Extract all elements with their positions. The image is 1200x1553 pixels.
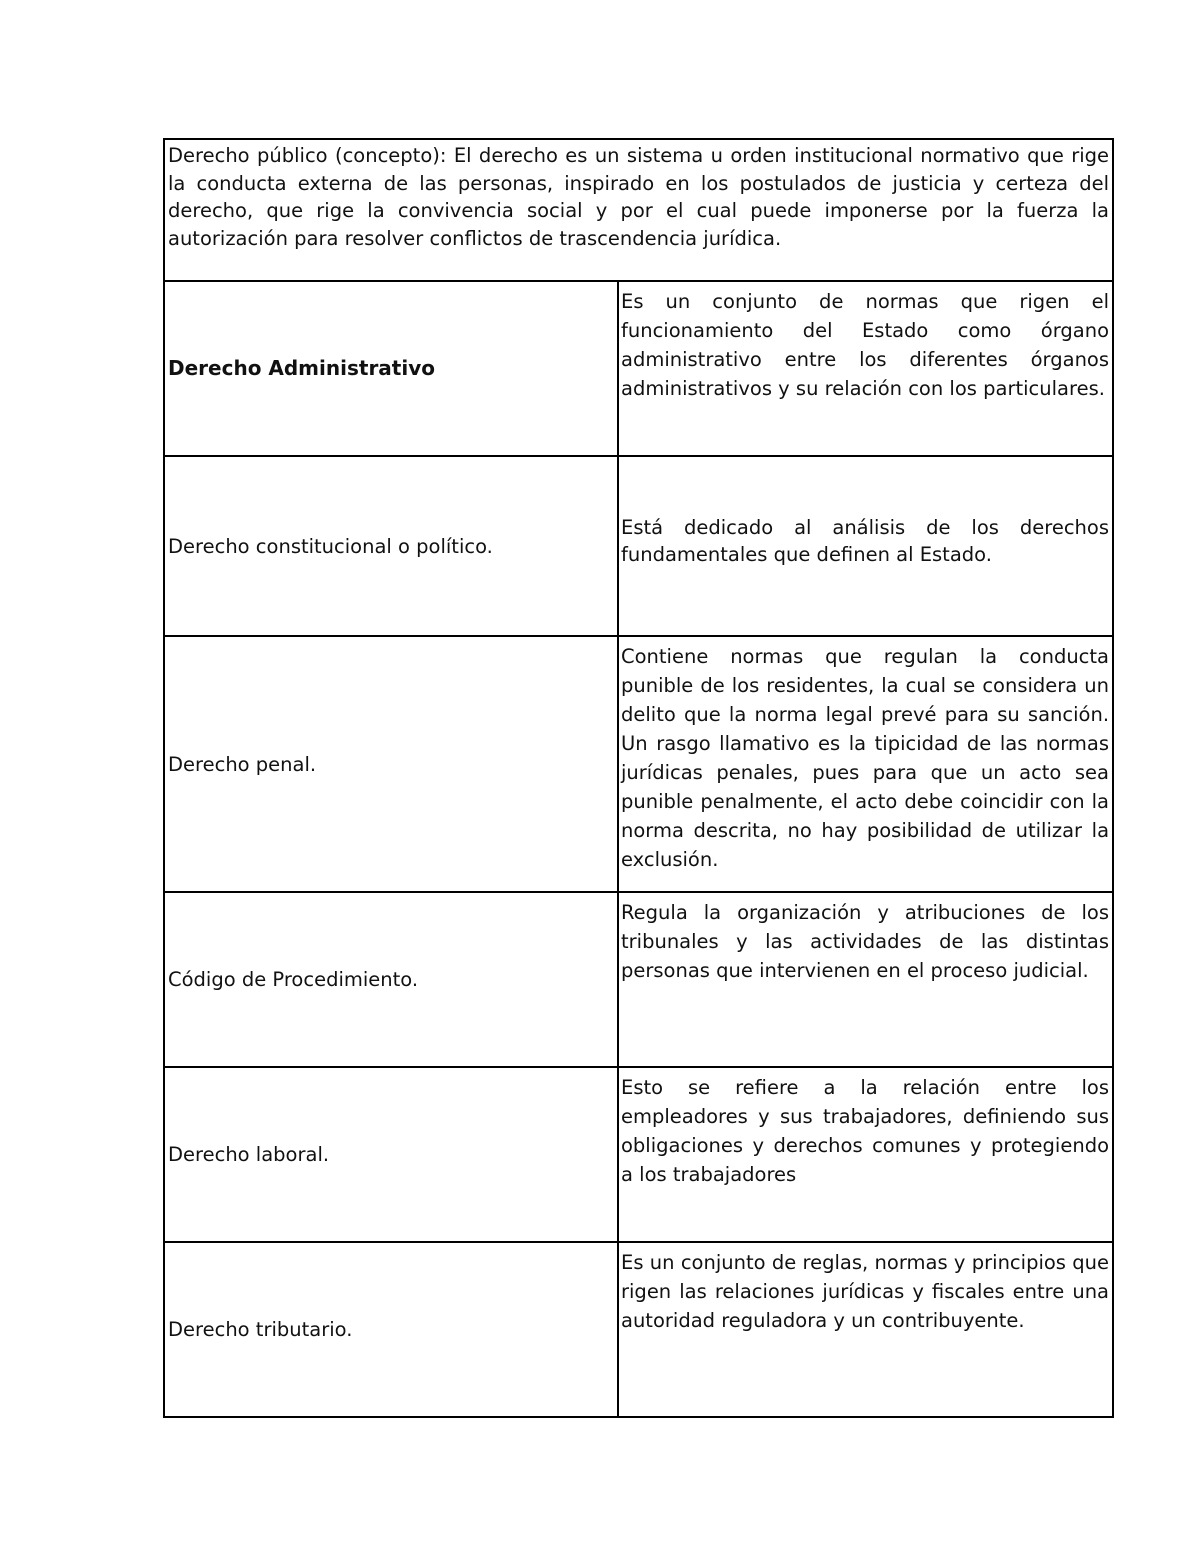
intro-text: Derecho público (concepto): El derecho es un sistema u orden institucional normativo que rige la conducta externa de las personas, inspirado en los postulados de justicia y certeza del derecho, que rige la convivencia social y por el cual puede imponerse por la fuerza la autorización para resolver conflictos de trascendencia jurídica. [164, 139, 1113, 281]
definition-cell: Es un conjunto de reglas, normas y principios que rigen las relaciones jurídicas y fiscales entre una autoridad reguladora y un contribuyente. [618, 1242, 1113, 1417]
definition-cell: Es un conjunto de normas que rigen el funcionamiento del Estado como órgano administrativo entre los diferentes órganos administrativos y su relación con los particulares. [618, 281, 1113, 456]
intro-row [164, 139, 1113, 281]
definition-cell: Contiene normas que regulan la conducta punible de los residentes, la cual se considera un delito que la norma legal prevé para su sanción. Un rasgo llamativo es la tipicidad de las normas jurídicas penales, pues para que un acto sea punible penalmente, el acto debe coincidir con la norma descrita, no hay posibilidad de utilizar la exclusión. [618, 636, 1113, 892]
definition-cell: Regula la organización y atribuciones de los tribunales y las actividades de las distintas personas que intervienen en el proceso judicial. [618, 892, 1113, 1067]
definition-cell: Está dedicado al análisis de los derechos fundamentales que definen al Estado. [618, 456, 1113, 636]
table-row [164, 892, 1113, 1067]
term-cell: Derecho tributario. [164, 1242, 618, 1417]
term-cell [164, 281, 618, 456]
term-label: Derecho Administrativo [168, 356, 435, 380]
table-row [164, 281, 1113, 456]
table-row [164, 1242, 1113, 1417]
term-cell: Derecho laboral. [164, 1067, 618, 1242]
definitions-table [163, 138, 1114, 1418]
definition-cell: Esto se refiere a la relación entre los empleadores y sus trabajadores, definiendo sus obligaciones y derechos comunes y protegiendo a los trabajadores [618, 1067, 1113, 1242]
table-row [164, 636, 1113, 892]
term-cell: Código de Procedimiento. [164, 892, 618, 1067]
term-cell: Derecho constitucional o político. [164, 456, 618, 636]
term-cell: Derecho penal. [164, 636, 618, 892]
table-row [164, 1067, 1113, 1242]
table-row [164, 456, 1113, 636]
